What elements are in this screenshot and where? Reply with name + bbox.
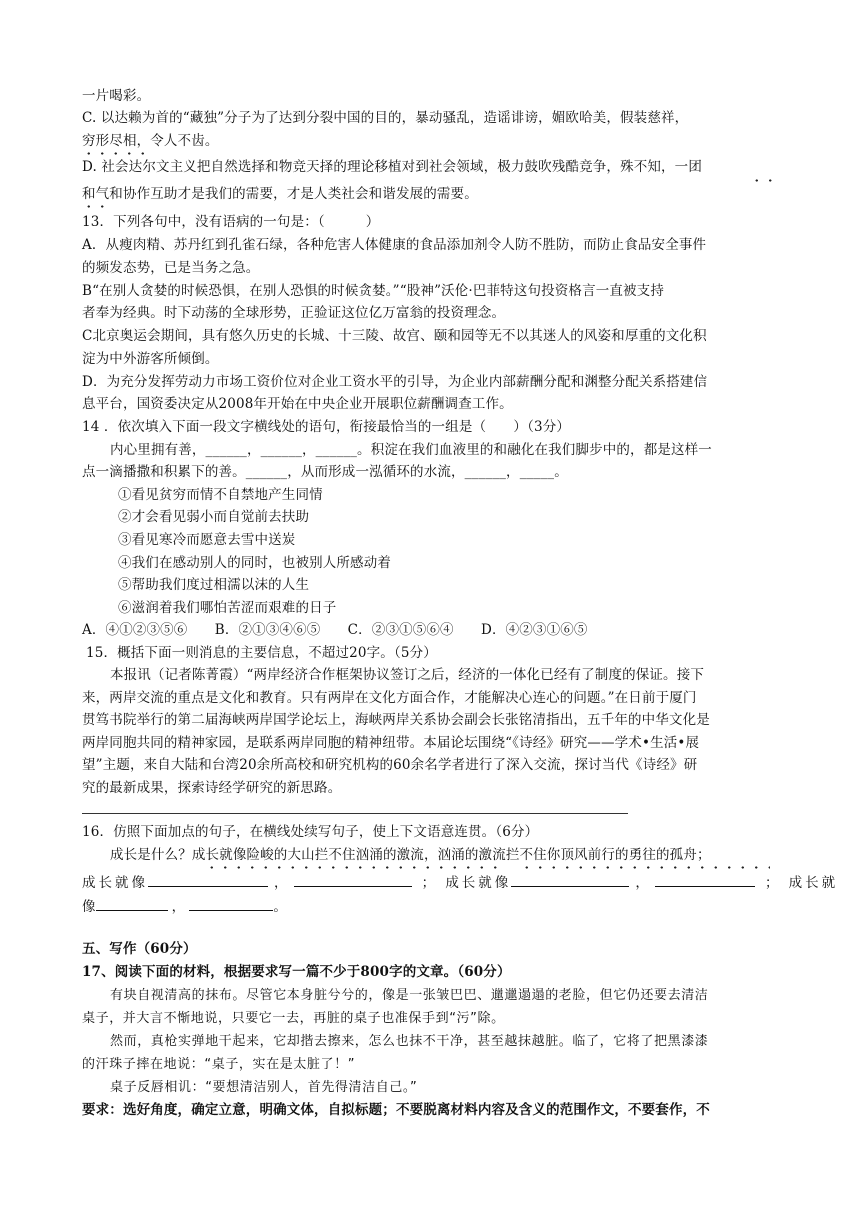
q15-passage-3: 贯笃书院举行的第二届海峡两岸国学论坛上，海峡两岸关系协会副会长张铭清指出，五千年的中华文化是 <box>82 712 710 728</box>
answer-blank[interactable] <box>655 872 755 887</box>
q16-example: 成长是什么？成长就像险峻的大山拦不住汹涌的激流，汹涌的激流拦不住你顶风前行的勇往的孤舟； <box>110 847 711 863</box>
q14-answer-options: A．④①②③⑤⑥ B．②①③④⑥⑤ C．②③①⑤⑥④ D．④②③①⑥⑤ <box>82 622 588 638</box>
q17-material-2: 桌子，并大言不惭地说，只要它一去，再脏的桌子也准保手到“污”除。 <box>82 1011 505 1026</box>
q16-fill-line-1 <box>82 872 838 893</box>
q17-material-1: 有块自视清高的抹布。尽管它本身脏兮兮的，像是一张皱巴巴、邋邋遢遢的老脸，但它仍还要去清洁 <box>110 988 709 1003</box>
q14-choice-1: ①看见贫穷而情不自禁地产生同情 <box>118 487 323 503</box>
q17-material-4: 的汗珠子摔在地说：“桌子，实在是太脏了！” <box>82 1057 356 1072</box>
emphasis-dots <box>750 179 777 182</box>
q16-fill-line-2 <box>82 896 287 917</box>
question-16: 16．仿照下面加点的句子，在横线处续写句子，使上下文语意连贯。（6分） <box>82 824 539 840</box>
q13-option-a-1: A．从瘦肉精、苏丹红到孔雀石绿，各种危害人体健康的食品添加剂令人防不胜防，而防止食品安全事件 <box>82 237 707 253</box>
answer-blank[interactable] <box>148 872 268 887</box>
q13-option-a-2: 的频发态势，已是当务之急。 <box>82 260 260 276</box>
answer-blank[interactable] <box>96 896 168 911</box>
answer-blank[interactable] <box>189 896 273 911</box>
q13-option-b-1: B“在别人贪婪的时候恐惧，在别人恐惧的时候贪婪。”“股神”沃伦·巴菲特这句投资格言一直被支持 <box>82 283 664 299</box>
semicolon: ； <box>764 875 779 891</box>
option-d-line-2: 和气和协作互助才是我们的需要，才是人类社会和谐发展的需要。 <box>82 186 478 202</box>
emphasis-dots <box>205 866 505 869</box>
q17-material-3: 然而，真枪实弹地干起来，它却揩去擦来，怎么也抹不干净，甚至越抹越脏。临了，它将了把黑漆漆 <box>110 1034 709 1049</box>
q13-option-d-1: D．为充分发挥劳动力市场工资价位对企业工资水平的引导，为企业内部薪酬分配和渊整分配关系搭建信 <box>82 374 708 390</box>
emphasis-dots <box>82 205 110 208</box>
text-line: 一片喝彩。 <box>82 88 151 104</box>
question-14: 14 ．依次填入下面一段文字横线处的语句，衔接最恰当的一组是（ ）（3分） <box>82 419 571 435</box>
option-d-line-1: D. 社会达尔文主义把自然选择和物竞天择的理论移植对到社会领域，极力鼓吹残酷竞争，殊不知，一团 <box>82 159 702 175</box>
question-15: 15．概括下面一则消息的主要信息，不超过20字。（5分） <box>86 645 437 661</box>
q15-passage-5: 望”主题，来自大陆和台湾20余所高校和研究机构的60余名学者进行了深入交流，探讨当代《诗经》研 <box>82 757 698 773</box>
q14-passage-1: 内心里拥有善，______，______，______。积淀在我们血液里的和融化在我们脚步中的，都是这样一 <box>110 442 712 458</box>
fill-label: 成长就像 <box>445 875 512 891</box>
q14-choice-4: ④我们在感动别人的同时，也被别人所感动着 <box>118 555 391 571</box>
fill-label: 成长就像 <box>82 875 148 891</box>
q14-choice-3: ③看见寒冷而愿意去雪中送炭 <box>118 532 296 548</box>
q13-option-c-2: 淀为中外游客所倾倒。 <box>82 351 219 367</box>
question-13: 13．下列各句中，没有语病的一句是：（ ） <box>82 214 380 230</box>
fill-label: 像 <box>82 899 96 915</box>
option-c-line-2: 穷形尽相，令人不齿。 <box>82 133 219 149</box>
comma: ， <box>274 875 288 891</box>
q13-option-d-2: 息平台，国资委决定从2008年开始在中央企业开展职位薪酬调查工作。 <box>82 396 513 412</box>
answer-line <box>82 813 628 814</box>
q14-passage-2: 点一滴播撒和积累下的善。______，从而形成一泓循环的水流，______，_____。 <box>82 464 568 480</box>
emphasis-dots <box>82 152 150 155</box>
q17-requirements: 要求：选好角度，确定立意，明确文体，自拟标题；不要脱离材料内容及含义的范围作文，不要套作，不 <box>82 1102 710 1118</box>
answer-blank[interactable] <box>511 872 629 887</box>
emphasis-dots <box>520 866 770 869</box>
q15-passage-6: 究的最新成果，探索诗经学研究的新思路。 <box>82 780 342 796</box>
q13-option-c-1: C北京奥运会期间，具有悠久历史的长城、十三陵、故宫、颐和园等无不以其迷人的风姿和厚重的文化积 <box>82 328 707 344</box>
q17-material-5: 桌子反唇相讥：“要想清洁别人，首先得清洁自己。” <box>110 1080 418 1095</box>
question-17: 17、阅读下面的材料，根据要求写一篇不少于800字的文章。（60分） <box>82 964 511 980</box>
q14-choice-2: ②才会看见弱小而自觉前去扶助 <box>118 509 310 525</box>
period: 。 <box>273 899 287 915</box>
fill-label: 成长就 <box>788 875 839 891</box>
q15-passage-1: 本报讯（记者陈菁霞）“两岸经济合作框架协议签订之后，经济的一体化已经有了制度的保证。接下 <box>110 667 704 683</box>
q15-passage-2: 来，两岸交流的重点是文化和教育。只有两岸在文化方面合作，才能解决心连心的问题。”在日前于厦门 <box>82 690 697 706</box>
option-c-line-1: C. 以达赖为首的“藏独”分子为了达到分裂中国的目的，暴动骚乱，造谣诽谤，媚欧哈美，假装慈祥， <box>82 110 689 126</box>
section-heading: 五、写作（60分） <box>82 941 197 957</box>
q15-passage-4: 两岸同胞共同的精神家园，是联系两岸同胞的精神纽带。本届论坛围绕“《诗经》研究——学术•生活•展 <box>82 735 700 751</box>
q14-choice-6: ⑥滋润着我们哪怕苦涩而艰难的日子 <box>118 600 337 616</box>
q13-option-b-2: 者奉为经典。时下动荡的全球形势，正验证这位亿万富翁的投资理念。 <box>82 305 506 321</box>
q14-choice-5: ⑤帮助我们度过相濡以沫的人生 <box>118 577 310 593</box>
comma: ， <box>635 875 649 891</box>
answer-blank[interactable] <box>294 872 412 887</box>
comma: ， <box>171 899 186 915</box>
semicolon: ； <box>421 875 436 891</box>
